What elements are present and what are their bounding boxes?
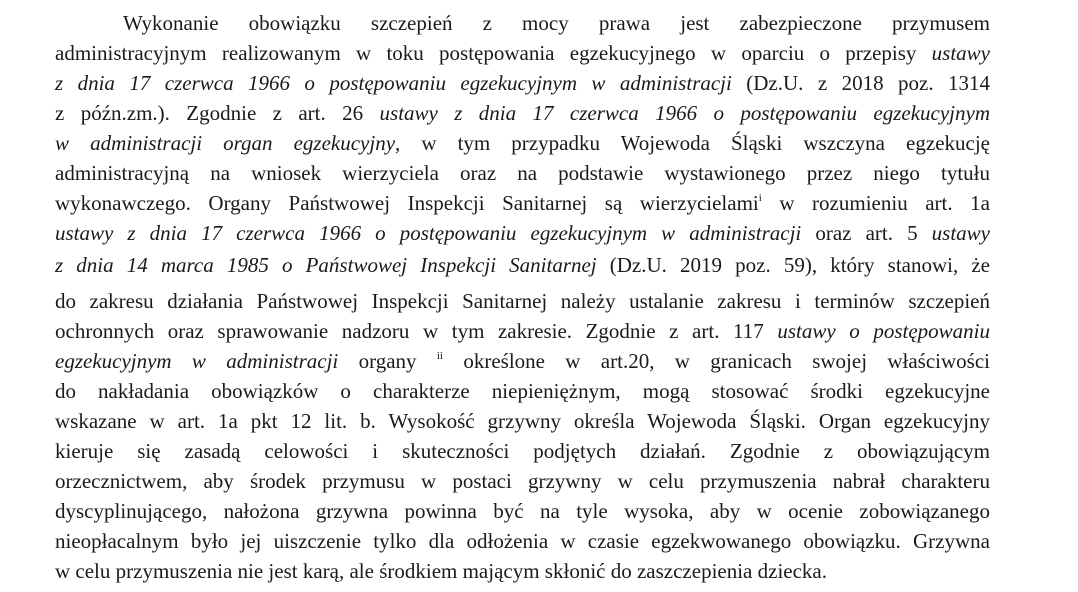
text-line	[55, 250, 990, 280]
text-run: z późn.zm.). Zgodnie z art. 26	[55, 101, 380, 125]
text-line	[55, 556, 990, 586]
text-line	[55, 286, 990, 316]
text-run: w celu przymuszenia nie jest karą, ale środkiem mającym skłonić do zaszczepienia dziecka.	[55, 559, 827, 583]
text-run: do nakładania obowiązków o charakterze niepieniężnym, mogą stosować środki egzekucyjne	[55, 379, 990, 403]
text-run: kieruje się zasadą celowości i skuteczności podjętych działań. Zgodnie z obowiązującym	[55, 439, 990, 463]
text-run: do zakresu działania Państwowej Inspekcji Sanitarnej należy ustalanie zakresu i terminów szczepień	[55, 289, 990, 313]
text-line	[55, 436, 990, 466]
text-run: wskazane w art. 1a pkt 12 lit. b. Wysokość grzywny określa Wojewoda Śląski. Organ egzekucyjny	[55, 409, 990, 433]
italic-citation: z dnia 17 czerwca 1966 o postępowaniu egzekucyjnym w administracji	[55, 71, 732, 95]
text-line	[55, 188, 990, 218]
text-run: , w tym przypadku Wojewoda Śląski wszczyna egzekucję	[395, 131, 990, 155]
text-run: organy	[338, 349, 437, 373]
text-line	[55, 68, 990, 98]
italic-citation: w administracji organ egzekucyjny	[55, 131, 396, 155]
text-run: (Dz.U. 2019 poz. 59), który stanowi, że	[596, 253, 991, 277]
text-line	[55, 8, 990, 38]
text-line	[55, 346, 990, 376]
text-run: nieopłacalnym było jej uiszczenie tylko dla odłożenia w czasie egzekwowanego obowiązku. Grzywna	[55, 529, 990, 553]
text-run: dyscyplinującego, nałożona grzywna powinna być na tyle wysoka, aby w ocenie zobowiązanego	[55, 499, 990, 523]
footnote-marker: i	[758, 192, 762, 204]
text-line	[55, 406, 990, 436]
italic-citation: ustawy z dnia 17 czerwca 1966 o postępowaniu egzekucyjnym w administracji	[55, 221, 802, 245]
text-line	[55, 466, 990, 496]
text-run: określone w art.20, w granicach swojej właściwości	[443, 349, 991, 373]
text-line	[55, 376, 990, 406]
text-line	[55, 98, 990, 128]
text-run: administracyjną na wniosek wierzyciela oraz na podstawie wystawionego przez niego tytułu	[55, 161, 990, 185]
text-run: w rozumieniu art. 1a	[761, 191, 990, 215]
text-line	[55, 218, 990, 248]
italic-citation: ustawy	[931, 41, 990, 65]
italic-citation: z dnia 14 marca 1985 o Państwowej Inspekcji Sanitarnej	[55, 253, 597, 277]
text-line	[55, 38, 990, 68]
text-line	[55, 526, 990, 556]
document-page	[55, 0, 990, 592]
text-run: (Dz.U. z 2018 poz. 1314	[731, 71, 990, 95]
text-run: administracyjnym realizowanym w toku postępowania egzekucyjnego w oparciu o przepisy	[55, 41, 932, 65]
text-line	[55, 128, 990, 158]
text-run: wykonawczego. Organy Państwowej Inspekcji Sanitarnej są wierzycielami	[55, 191, 759, 215]
italic-citation: ustawy	[931, 221, 990, 245]
text-line	[55, 158, 990, 188]
text-run: oraz art. 5	[801, 221, 932, 245]
text-run: orzecznictwem, aby środek przymusu w postaci grzywny w celu przymuszenia nabrał charakteru	[55, 469, 990, 493]
italic-citation: egzekucyjnym w administracji	[55, 349, 339, 373]
footnote-marker: ii	[436, 350, 443, 362]
text-run: Wykonanie obowiązku szczepień z mocy prawa jest zabezpieczone przymusem	[123, 11, 990, 35]
text-run: ochronnych oraz sprawowanie nadzoru w tym zakresie. Zgodnie z art. 117	[55, 319, 778, 343]
text-line	[55, 496, 990, 526]
italic-citation: ustawy o postępowaniu	[777, 319, 990, 343]
italic-citation: ustawy z dnia 17 czerwca 1966 o postępowaniu egzekucyjnym	[379, 101, 990, 125]
text-line	[55, 316, 990, 346]
